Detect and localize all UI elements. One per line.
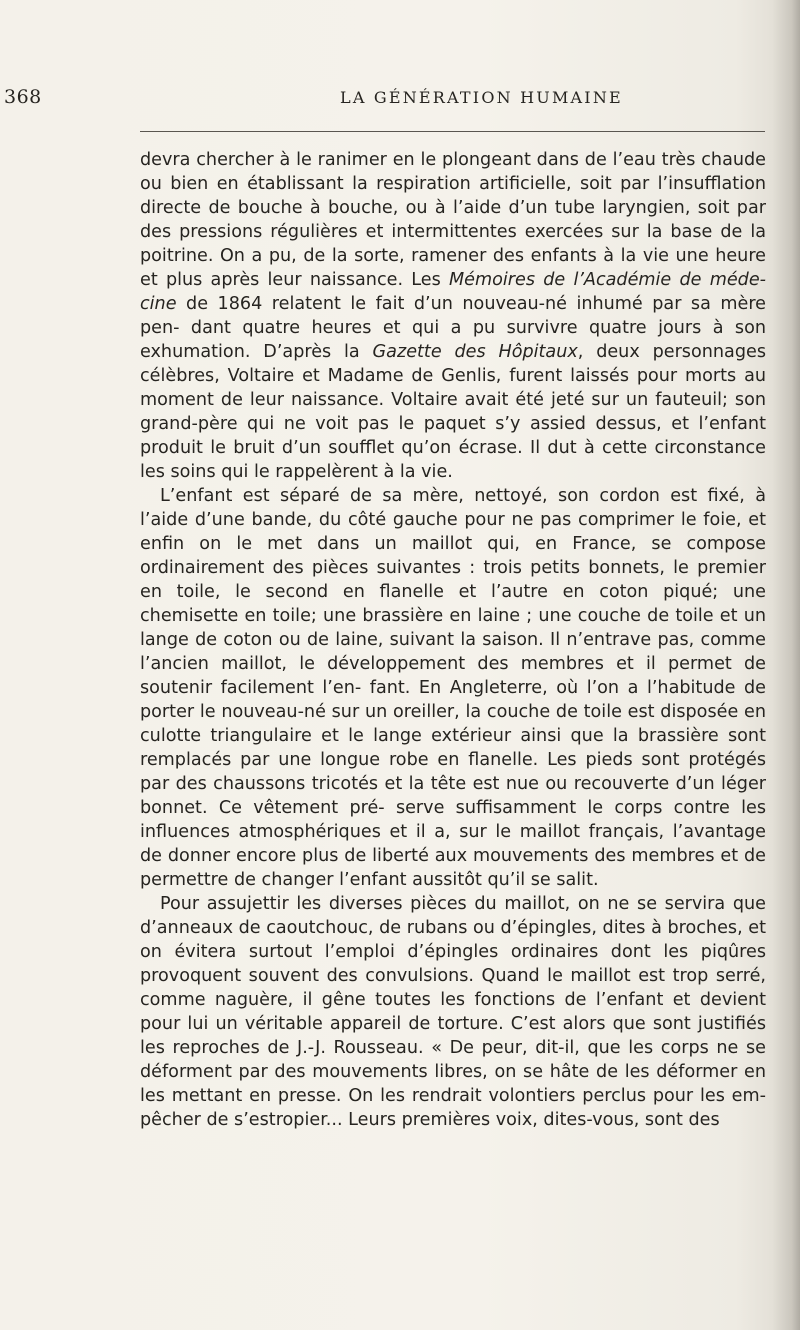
- paragraph-1-part-b: de 1864 relatent le fait d’un nouveau-né inhumé par sa mère pen- dant quatre heures et qui a pu survivre quatre jours à son exhumation. D’après la: [140, 294, 766, 362]
- paragraph-1: [140, 148, 766, 484]
- page-edge-shadow: [772, 0, 800, 1330]
- running-title: LA GÉNÉRATION HUMAINE: [340, 88, 623, 107]
- gazette-title: Gazette des Hôpitaux: [372, 342, 578, 362]
- paragraph-3: Pour assujettir les diverses pièces du maillot, on ne se servira que d’anneaux de caoutchouc, de rubans ou d’épingles, dites à broches, et on évitera surtout l’emploi d’épingles ordinaires dont les piqûres provoquent souvent des convulsions. Quand le maillot est trop serré, comme naguère, il gêne toutes les fonctions de l’enfant et devient pour lui un véritable appareil de torture. C’est alors que sont justifiés les reproches de J.-J. Rousseau. « De peur, dit-il, que les corps ne se déforment par des mouvements libres, on se hâte de les déformer en les mettant en presse. On les rendrait volontiers perclus pour les em- pêcher de s’estropier... Leurs premières voix, dites-vous, sont des: [140, 894, 766, 1130]
- memoires-title: Mémoires de l’Académie de méde- cine: [140, 270, 766, 314]
- paragraph-1-part-a: devra chercher à le ranimer en le plongeant dans de l’eau très chaude ou bien en établissant la respiration artificielle, soit par l’insufflation directe de bouche à bouche, ou à l’aide d’un tube laryngien, soit par des pressions régulières et intermittentes exercées sur la base de la poitrine. On a pu, de la sorte, ramener des enfants à la vie une heure et plus après leur naissance. Les: [140, 150, 766, 290]
- page-number: 368: [4, 86, 42, 108]
- body-text: [140, 148, 766, 1132]
- paragraph-1-part-c: , deux personnages célèbres, Voltaire et Madame de Genlis, furent laissés pour morts au moment de leur naissance. Voltaire avait été jeté sur un fauteuil; son grand-père qui ne voit pas le paquet s’y assied dessus, et l’enfant produit le bruit d’un soufflet qu’on écrase. Il dut à cette circonstance les soins qui le rappelèrent à la vie.: [140, 342, 766, 482]
- page-header: [0, 86, 800, 116]
- header-rule: [140, 131, 765, 132]
- paragraph-2: L’enfant est séparé de sa mère, nettoyé, son cordon est fixé, à l’aide d’une bande, du côté gauche pour ne pas comprimer le foie, et enfin on le met dans un maillot qui, en France, se compose ordinairement des pièces suivantes : trois petits bonnets, le premier en toile, le second en flanelle et l’autre en coton piqué; une chemisette en toile; une brassière en laine ; une couche de toile et un lange de coton ou de laine, suivant la saison. Il n’entrave pas, comme l’ancien maillot, le développement des membres et il permet de soutenir facilement l’en- fant. En Angleterre, où l’on a l’habitude de porter le nouveau-né sur un oreiller, la couche de toile est disposée en culotte triangulaire et le lange extérieur ainsi que la brassière sont remplacés par une longue robe en flanelle. Les pieds sont protégés par des chaussons tricotés et la tête est nue ou recouverte d’un léger bonnet. Ce vêtement pré- serve suffisamment le corps contre les influences atmosphériques et il a, sur le maillot français, l’avantage de donner encore plus de liberté aux mouvements des membres et de permettre de changer l’enfant aussitôt qu’il se salit.: [140, 486, 766, 890]
